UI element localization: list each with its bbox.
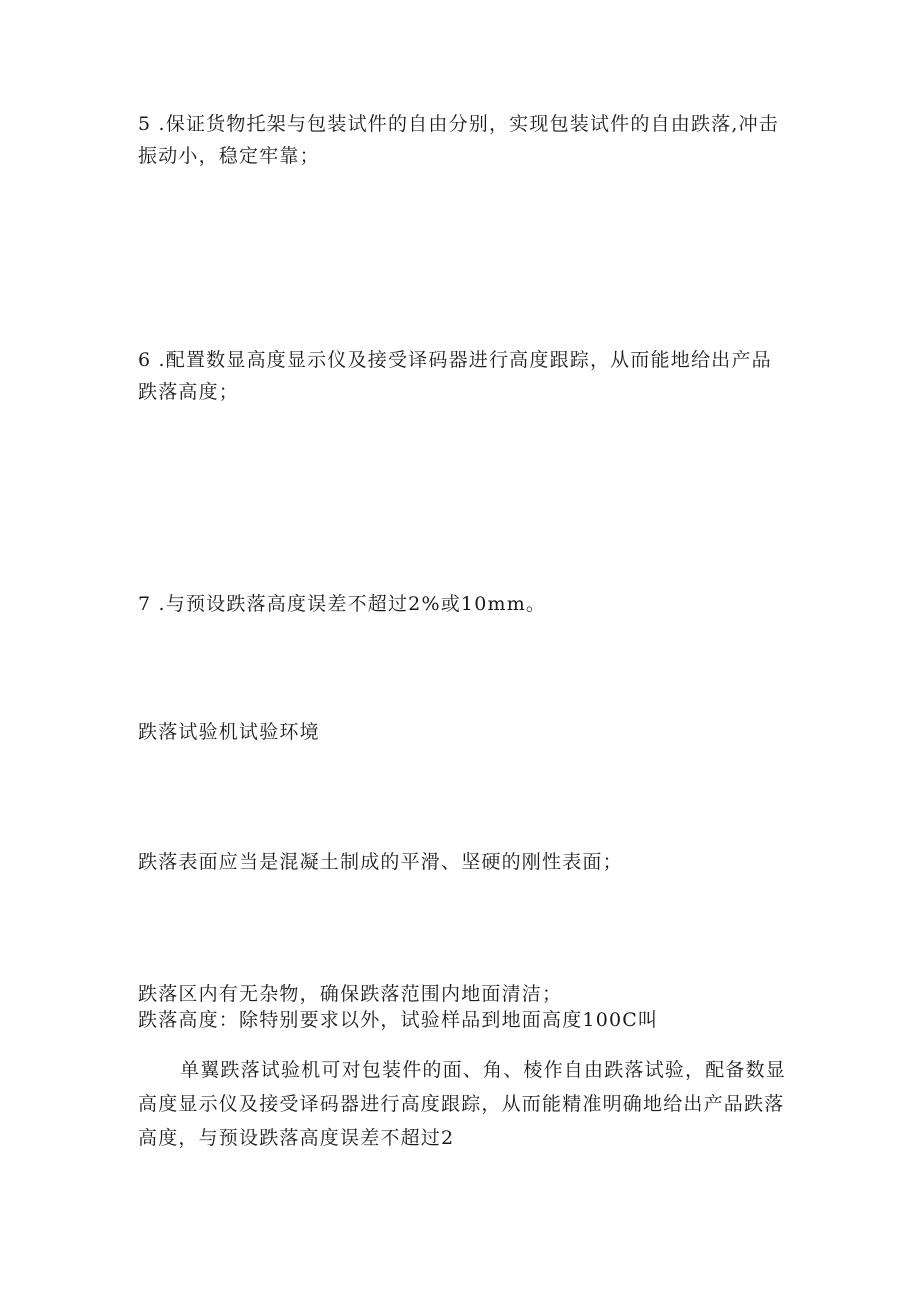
env-area-height-paragraph — [138, 981, 798, 1033]
summary-line-3: 高度，与预设跌落高度误差不超过2 — [138, 1127, 455, 1149]
item-6-line-1: 6 .配置数显高度显示仪及接受译码器进行高度跟踪，从而能地给出产品 — [138, 349, 772, 371]
item-5-paragraph — [138, 108, 798, 172]
section-heading-text: 跌落试验机试验环境 — [138, 721, 320, 743]
env-surface-text: 跌落表面应当是混凝土制成的平滑、坚硬的刚性表面； — [138, 851, 623, 873]
item-6-paragraph — [138, 344, 798, 408]
env-surface-paragraph — [138, 846, 798, 878]
item-5-line-2: 振动小，稳定牢靠； — [138, 145, 320, 167]
item-7-line-1: 7 .与预设跌落高度误差不超过2%或10mm。 — [138, 593, 547, 615]
summary-line-2: 高度显示仪及接受译码器进行高度跟踪，从而能精准明确地给出产品跌落 — [138, 1093, 785, 1115]
summary-paragraph — [138, 1053, 798, 1155]
env-height-text: 跌落高度：除特别要求以外，试验样品到地面高度100C叫 — [138, 1009, 659, 1031]
item-7-paragraph — [138, 588, 798, 620]
env-area-text: 跌落区内有无杂物，确保跌落范围内地面清洁； — [138, 983, 563, 1005]
item-6-line-2: 跌落高度； — [138, 381, 240, 403]
summary-line-1: 单翼跌落试验机可对包装件的面、角、棱作自由跌落试验，配备数显 — [180, 1059, 787, 1081]
item-5-line-1: 5 .保证货物托架与包装试件的自由分别，实现包装试件的自由跌落,冲击 — [138, 113, 780, 135]
section-heading — [138, 716, 798, 748]
